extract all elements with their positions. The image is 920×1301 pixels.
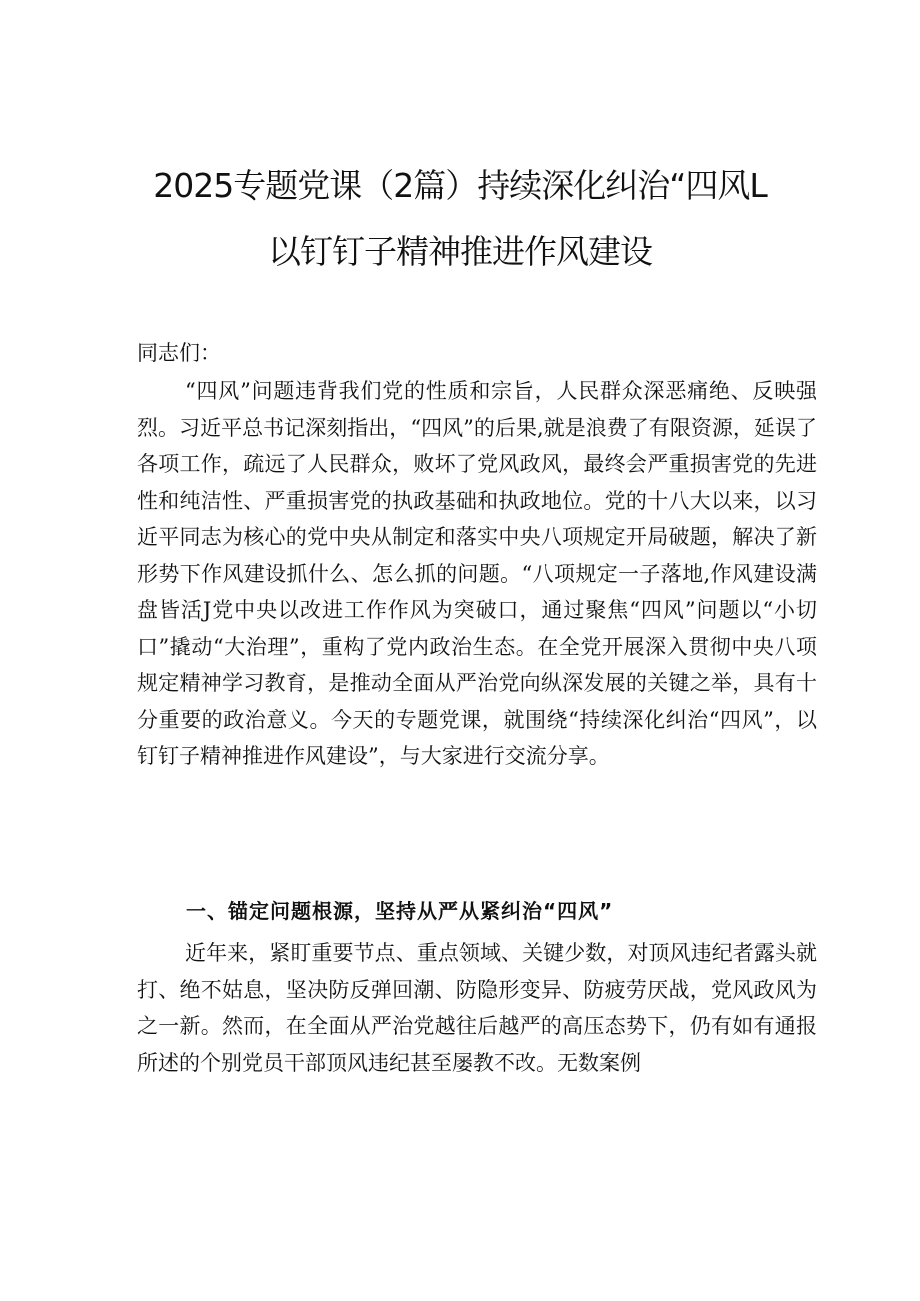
paragraph-section-1: 近年来，紧盯重要节点、重点领域、关键少数，对顶风违纪者露头就打、绝不姑息，坚决防反弹回潮、防隐形变异、防疲劳厌战，党风政风为之一新。然而，在全面从严治党越往后越严的高压态势下，仍有如有通报所述的个别党员干部顶风违纪甚至屡教不改。无数案例 — [137, 941, 817, 1075]
salutation: 同志们： — [137, 341, 221, 365]
section-heading-1: 一、锚定问题根源，坚持从严从紧纠治“四风” — [186, 899, 614, 923]
document-title-line-2: 以钉钉子精神推进作风建设 — [268, 232, 652, 271]
paragraph-intro: “四风”问题违背我们党的性质和宗旨，人民群众深恶痛绝、反映强烈。习近平总书记深刻指出，“四风”的后果,就是浪费了有限资源，延误了各项工作，疏远了人民群众，败坏了党风政风，最终会严重损害党的先进性和纯洁性、严重损害党的执政基础和执政地位。党的十八大以来，以习近平同志为核心的党中央从制定和落实中央八项规定开局破题，解决了新形势下作风建设抓什么、怎么抓的问题。“八项规定一子落地,作风建设满盘皆活J党中央以改进工作作风为突破口，通过聚焦“四风”问题以“小切口”撬动“大治理”，重构了党内政治生态。在全党开展深入贯彻中央八项规定精神学习教育，是推动全面从严治党向纵深发展的关键之举，具有十分重要的政治意义。今天的专题党课，就围绕“持续深化纠治“四风”，以钉钉子精神推进作风建设”，与大家进行交流分享。 — [137, 379, 817, 768]
document-title-line-1: 2025专题党课（2篇）持续深化纠治“四风L — [153, 166, 767, 205]
